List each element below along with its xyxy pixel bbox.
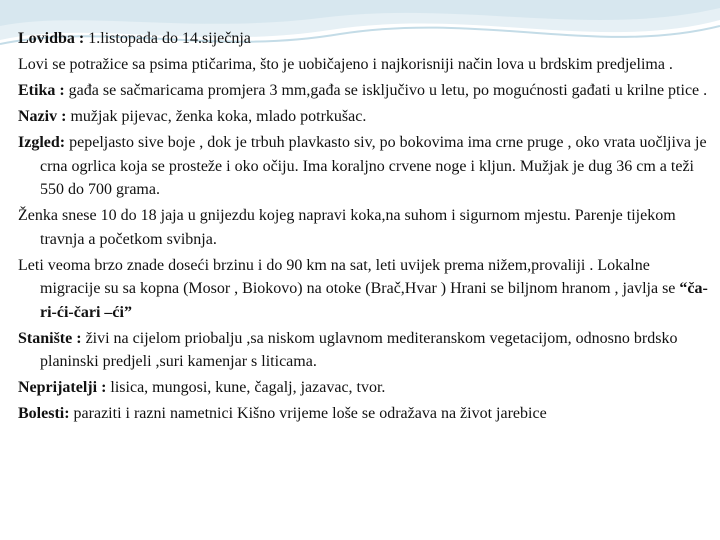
paragraph-nacin-lova (18, 53, 710, 77)
label-izgled: Izgled: (18, 134, 66, 151)
paragraph-neprijatelji (18, 376, 710, 400)
label-naziv: Naziv : (18, 108, 67, 125)
call-sound-text: “ča-ri-ći-čari –ći” (40, 280, 708, 321)
text-lovidba: 1.listopada do 14.siječnja (84, 30, 251, 47)
paragraph-izgled (18, 131, 710, 202)
text-nacin-lova: Lovi se potražice sa psima ptičarima, što je uobičajeno i najkorisniji način lova u brdskim predjelima . (18, 56, 673, 73)
paragraph-staniste (18, 327, 710, 374)
text-naziv: mužjak pijevac, ženka koka, mlado potrkušac. (66, 108, 367, 125)
text-etika: gađa se sačmaricama promjera 3 mm,gađa se isključivo u letu, po mogućnosti gađati u krilne ptice . (64, 82, 708, 99)
paragraph-zenka (18, 204, 710, 251)
label-neprijatelji: Neprijatelji : (18, 379, 107, 396)
text-staniste: živi na cijelom priobalju ,sa niskom uglavnom mediteranskom vegetacijom, odnosno brdsko planinski predjeli ,suri kamenjar s liticama. (40, 329, 678, 370)
label-lovidba: Lovidba : (18, 30, 85, 47)
text-neprijatelji: lisica, mungosi, kune, čagalj, jazavac, tvor. (106, 379, 386, 396)
label-staniste: Stanište : (18, 329, 82, 347)
paragraph-bolesti (18, 402, 710, 426)
text-izgled: pepeljasto sive boje , dok je trbuh plavkasto siv, po bokovima ima crne pruge , oko vrata uočljiva je crna ogrlica koja se prosteže i oko očiju. Ima koraljno crvene noge i kljun. Mužjak je dug 36 cm a teži 550 do 700 grama. (40, 134, 707, 198)
label-bolesti: Bolesti: (18, 405, 70, 422)
paragraph-lovidba (18, 27, 710, 51)
label-etika: Etika : (18, 82, 65, 99)
paragraph-etika (18, 79, 710, 103)
text-let: Leti veoma brzo znade doseći brzinu i do 90 km na sat, leti uvijek prema nižem,provaliji . Lokalne migracije su sa kopna (Mosor , Biokovo) na otoke (Brač,Hvar ) Hrani se biljnom hranom , javlja se (18, 256, 680, 297)
text-bolesti: paraziti i razni nametnici Kišno vrijeme loše se odražava na život jarebice (69, 405, 547, 422)
slide-text-body (18, 27, 710, 428)
paragraph-let (18, 254, 710, 325)
text-zenka: Ženka snese 10 do 18 jaja u gnijezdu kojeg napravi koka,na suhom i sigurnom mjestu. Parenje tijekom travnja a početkom svibnja. (18, 207, 676, 248)
paragraph-naziv (18, 105, 710, 129)
